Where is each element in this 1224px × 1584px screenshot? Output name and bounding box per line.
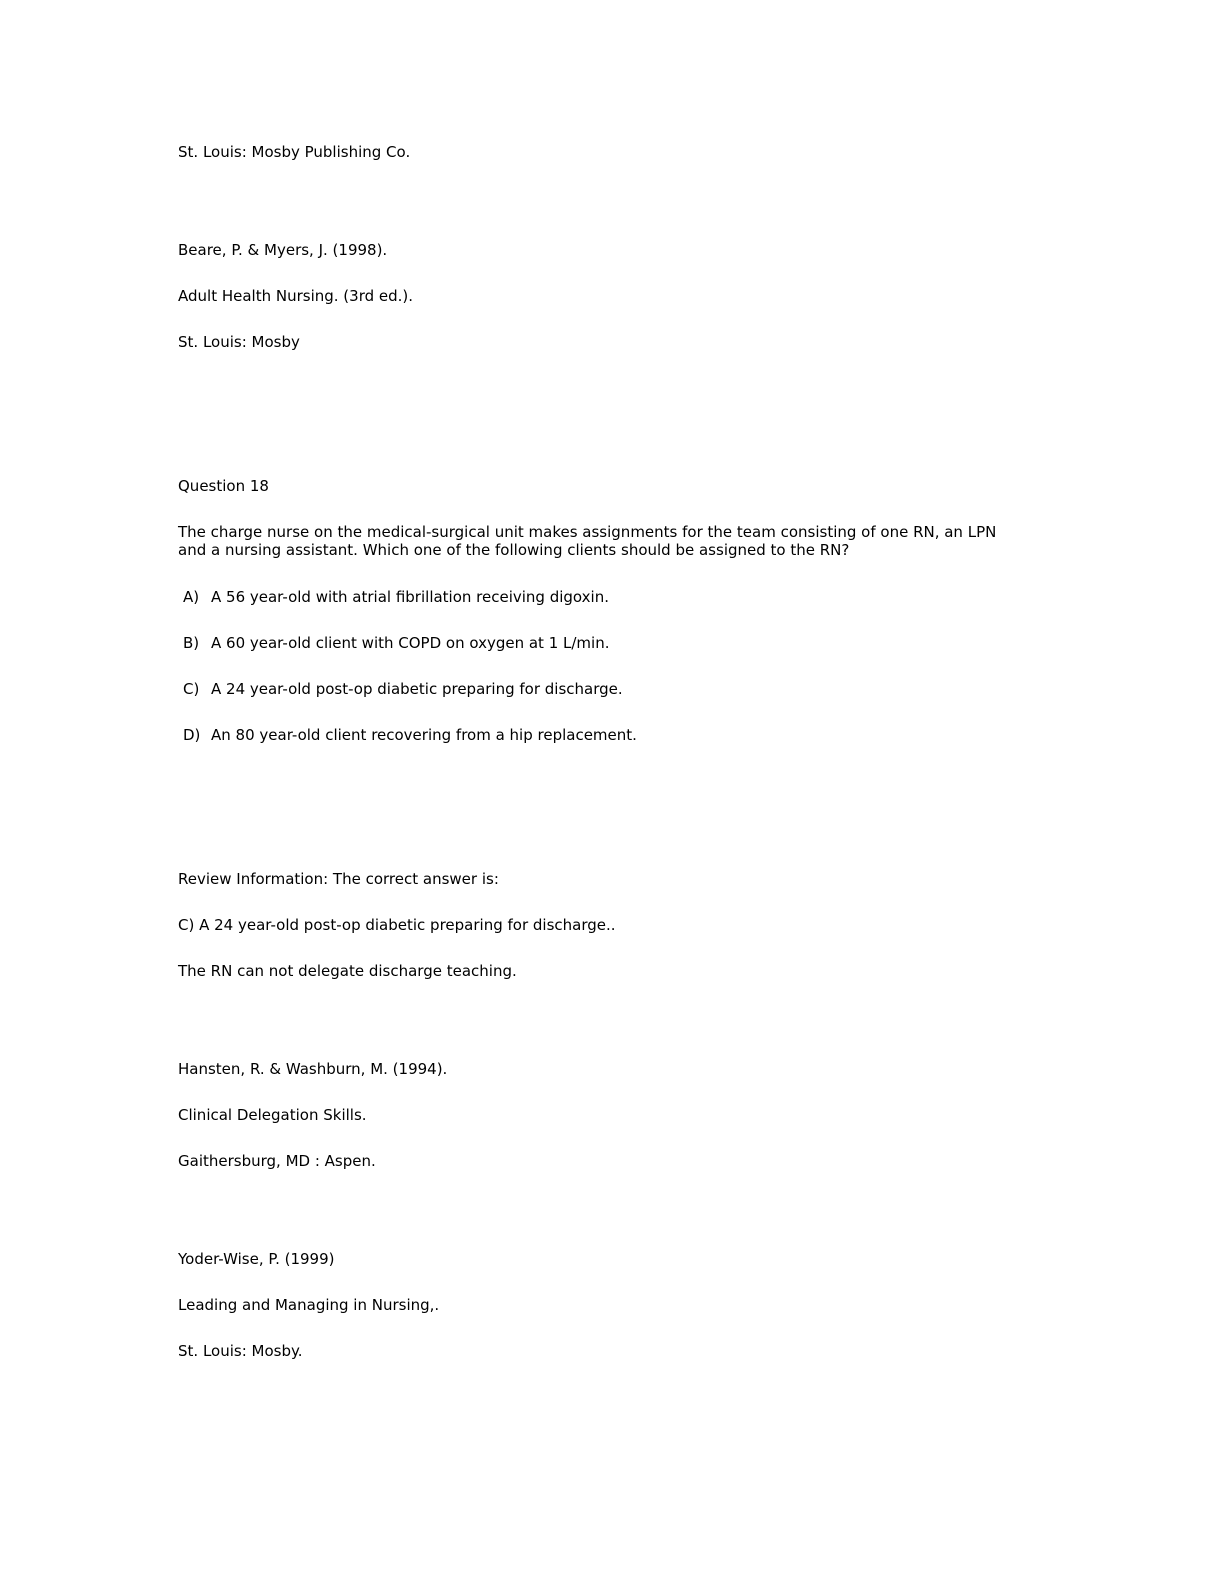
reference-publisher: St. Louis: Mosby. [178,1342,303,1360]
option-label: B) [183,634,200,652]
reference-author: Yoder-Wise, P. (1999) [178,1250,335,1268]
question-heading: Question 18 [178,477,269,495]
answer-option [183,680,623,698]
reference-title: Clinical Delegation Skills. [178,1106,367,1124]
review-answer: C) A 24 year-old post-op diabetic preparing for discharge.. [178,916,616,934]
option-label: D) [183,726,201,744]
reference-title: Leading and Managing in Nursing,. [178,1296,440,1314]
option-text: A 60 year-old client with COPD on oxygen at 1 L/min. [211,634,610,652]
answer-option [183,726,637,744]
option-text: A 56 year-old with atrial fibrillation receiving digoxin. [211,588,609,606]
review-rationale: The RN can not delegate discharge teaching. [178,962,517,980]
review-intro: Review Information: The correct answer is: [178,870,499,888]
question-text: The charge nurse on the medical-surgical unit makes assignments for the team consisting of one RN, an LPN and a nursing assistant. Which one of the following clients should be assigned to the RN? [178,523,997,559]
option-text: An 80 year-old client recovering from a hip replacement. [211,726,637,744]
option-label: C) [183,680,200,698]
reference-author: Hansten, R. & Washburn, M. (1994). [178,1060,448,1078]
answer-option [183,588,609,606]
option-label: A) [183,588,200,606]
option-text: A 24 year-old post-op diabetic preparing for discharge. [211,680,623,698]
reference-publisher: St. Louis: Mosby [178,333,300,351]
reference-publisher: Gaithersburg, MD : Aspen. [178,1152,376,1170]
answer-option [183,634,609,652]
reference-title: Adult Health Nursing. (3rd ed.). [178,287,414,305]
reference-author: Beare, P. & Myers, J. (1998). [178,241,388,259]
reference-publisher: St. Louis: Mosby Publishing Co. [178,143,411,161]
